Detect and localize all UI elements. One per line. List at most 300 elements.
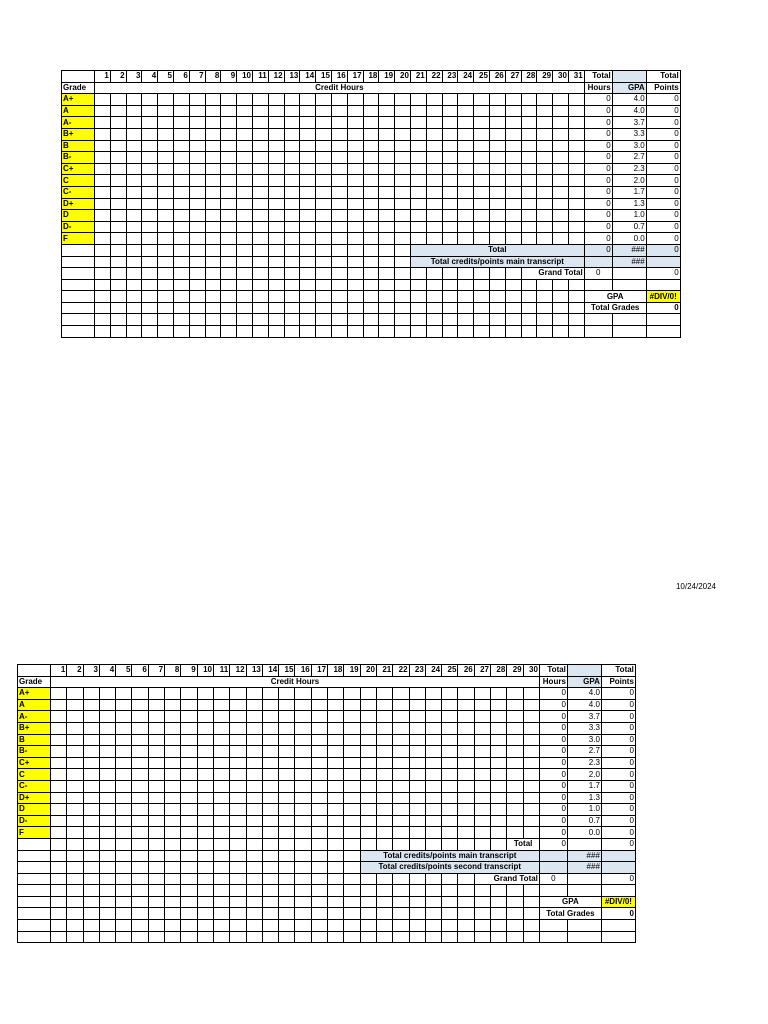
grid-cell[interactable] bbox=[181, 850, 197, 862]
credit-input-cell[interactable] bbox=[395, 175, 411, 187]
credit-input-cell[interactable] bbox=[363, 117, 379, 129]
grid-cell[interactable] bbox=[395, 302, 411, 314]
grid-cell[interactable] bbox=[379, 291, 395, 303]
grid-cell[interactable] bbox=[237, 256, 253, 268]
grid-cell[interactable] bbox=[316, 291, 332, 303]
credit-input-cell[interactable] bbox=[316, 117, 332, 129]
grid-cell[interactable] bbox=[458, 908, 474, 920]
grid-cell[interactable] bbox=[246, 838, 262, 850]
credit-input-cell[interactable] bbox=[173, 152, 189, 164]
credit-input-cell[interactable] bbox=[205, 105, 221, 117]
credit-input-cell[interactable] bbox=[379, 221, 395, 233]
credit-input-cell[interactable] bbox=[376, 757, 392, 769]
grid-cell[interactable] bbox=[262, 873, 278, 885]
credit-input-cell[interactable] bbox=[537, 186, 553, 198]
credit-input-cell[interactable] bbox=[126, 105, 142, 117]
grid-cell[interactable] bbox=[148, 908, 164, 920]
credit-input-cell[interactable] bbox=[268, 140, 284, 152]
grid-cell[interactable] bbox=[165, 931, 181, 943]
credit-input-cell[interactable] bbox=[173, 221, 189, 233]
credit-input-cell[interactable] bbox=[284, 210, 300, 222]
credit-input-cell[interactable] bbox=[523, 815, 539, 827]
grid-cell[interactable] bbox=[442, 302, 458, 314]
credit-input-cell[interactable] bbox=[426, 117, 442, 129]
credit-input-cell[interactable] bbox=[148, 827, 164, 839]
credit-input-cell[interactable] bbox=[116, 711, 132, 723]
credit-input-cell[interactable] bbox=[300, 175, 316, 187]
grid-cell[interactable] bbox=[553, 326, 569, 338]
credit-input-cell[interactable] bbox=[173, 163, 189, 175]
grid-cell[interactable] bbox=[474, 291, 490, 303]
grid-cell[interactable] bbox=[612, 279, 646, 291]
grid-cell[interactable] bbox=[62, 279, 95, 291]
grid-cell[interactable] bbox=[347, 314, 363, 326]
credit-input-cell[interactable] bbox=[507, 792, 523, 804]
credit-input-cell[interactable] bbox=[474, 152, 490, 164]
credit-input-cell[interactable] bbox=[568, 94, 584, 106]
grid-cell[interactable] bbox=[284, 326, 300, 338]
credit-input-cell[interactable] bbox=[537, 198, 553, 210]
credit-input-cell[interactable] bbox=[300, 128, 316, 140]
credit-input-cell[interactable] bbox=[279, 722, 295, 734]
credit-input-cell[interactable] bbox=[360, 746, 376, 758]
credit-input-cell[interactable] bbox=[165, 699, 181, 711]
grid-cell[interactable] bbox=[489, 279, 505, 291]
grid-cell[interactable] bbox=[99, 862, 115, 874]
credit-input-cell[interactable] bbox=[126, 163, 142, 175]
credit-input-cell[interactable] bbox=[197, 827, 213, 839]
credit-input-cell[interactable] bbox=[553, 186, 569, 198]
grid-cell[interactable] bbox=[221, 279, 237, 291]
credit-input-cell[interactable] bbox=[173, 128, 189, 140]
grid-cell[interactable] bbox=[142, 279, 158, 291]
grid-cell[interactable] bbox=[116, 908, 132, 920]
grid-cell[interactable] bbox=[521, 291, 537, 303]
credit-input-cell[interactable] bbox=[507, 780, 523, 792]
grid-cell[interactable] bbox=[221, 268, 237, 280]
grid-cell[interactable] bbox=[328, 920, 344, 932]
credit-input-cell[interactable] bbox=[379, 186, 395, 198]
grid-cell[interactable] bbox=[189, 291, 205, 303]
credit-input-cell[interactable] bbox=[181, 722, 197, 734]
grid-cell[interactable] bbox=[279, 838, 295, 850]
credit-input-cell[interactable] bbox=[489, 140, 505, 152]
credit-input-cell[interactable] bbox=[284, 233, 300, 245]
grid-cell[interactable] bbox=[165, 838, 181, 850]
grid-cell[interactable] bbox=[376, 885, 392, 897]
credit-input-cell[interactable] bbox=[360, 722, 376, 734]
grid-cell[interactable] bbox=[268, 279, 284, 291]
grid-cell[interactable] bbox=[230, 885, 246, 897]
credit-input-cell[interactable] bbox=[262, 780, 278, 792]
credit-input-cell[interactable] bbox=[197, 804, 213, 816]
credit-input-cell[interactable] bbox=[262, 722, 278, 734]
credit-input-cell[interactable] bbox=[51, 769, 67, 781]
grid-cell[interactable] bbox=[181, 873, 197, 885]
credit-input-cell[interactable] bbox=[425, 827, 441, 839]
credit-input-cell[interactable] bbox=[284, 175, 300, 187]
credit-input-cell[interactable] bbox=[347, 128, 363, 140]
grid-cell[interactable] bbox=[268, 256, 284, 268]
grid-cell[interactable] bbox=[567, 931, 601, 943]
grid-cell[interactable] bbox=[395, 279, 411, 291]
credit-input-cell[interactable] bbox=[158, 152, 174, 164]
credit-input-cell[interactable] bbox=[474, 827, 490, 839]
credit-input-cell[interactable] bbox=[197, 722, 213, 734]
credit-input-cell[interactable] bbox=[410, 163, 426, 175]
credit-input-cell[interactable] bbox=[158, 210, 174, 222]
grid-cell[interactable] bbox=[458, 873, 474, 885]
credit-input-cell[interactable] bbox=[173, 105, 189, 117]
credit-input-cell[interactable] bbox=[507, 769, 523, 781]
credit-input-cell[interactable] bbox=[442, 734, 458, 746]
credit-input-cell[interactable] bbox=[148, 792, 164, 804]
credit-input-cell[interactable] bbox=[246, 746, 262, 758]
grid-cell[interactable] bbox=[425, 896, 441, 908]
credit-input-cell[interactable] bbox=[110, 140, 126, 152]
credit-input-cell[interactable] bbox=[393, 734, 409, 746]
credit-input-cell[interactable] bbox=[426, 233, 442, 245]
credit-input-cell[interactable] bbox=[83, 699, 99, 711]
credit-input-cell[interactable] bbox=[410, 210, 426, 222]
grid-cell[interactable] bbox=[601, 920, 635, 932]
grid-cell[interactable] bbox=[189, 244, 205, 256]
credit-input-cell[interactable] bbox=[521, 140, 537, 152]
grid-cell[interactable] bbox=[612, 314, 646, 326]
credit-input-cell[interactable] bbox=[126, 233, 142, 245]
credit-input-cell[interactable] bbox=[262, 688, 278, 700]
credit-input-cell[interactable] bbox=[376, 769, 392, 781]
grid-cell[interactable] bbox=[311, 862, 327, 874]
credit-input-cell[interactable] bbox=[83, 804, 99, 816]
grid-cell[interactable] bbox=[426, 314, 442, 326]
grid-cell[interactable] bbox=[363, 279, 379, 291]
grid-cell[interactable] bbox=[268, 326, 284, 338]
grid-cell[interactable] bbox=[458, 931, 474, 943]
credit-input-cell[interactable] bbox=[331, 163, 347, 175]
grid-cell[interactable] bbox=[300, 279, 316, 291]
grid-cell[interactable] bbox=[67, 838, 83, 850]
credit-input-cell[interactable] bbox=[221, 221, 237, 233]
credit-input-cell[interactable] bbox=[537, 94, 553, 106]
grid-cell[interactable] bbox=[67, 873, 83, 885]
grid-cell[interactable] bbox=[553, 279, 569, 291]
grid-cell[interactable] bbox=[132, 931, 148, 943]
credit-input-cell[interactable] bbox=[67, 746, 83, 758]
credit-input-cell[interactable] bbox=[425, 804, 441, 816]
credit-input-cell[interactable] bbox=[491, 792, 507, 804]
credit-input-cell[interactable] bbox=[116, 815, 132, 827]
grid-cell[interactable] bbox=[523, 920, 539, 932]
credit-input-cell[interactable] bbox=[67, 792, 83, 804]
grid-cell[interactable] bbox=[316, 279, 332, 291]
credit-input-cell[interactable] bbox=[132, 792, 148, 804]
grid-cell[interactable] bbox=[142, 244, 158, 256]
grid-cell[interactable] bbox=[379, 256, 395, 268]
credit-input-cell[interactable] bbox=[328, 699, 344, 711]
credit-input-cell[interactable] bbox=[395, 128, 411, 140]
grid-cell[interactable] bbox=[442, 268, 458, 280]
credit-input-cell[interactable] bbox=[442, 746, 458, 758]
credit-input-cell[interactable] bbox=[205, 210, 221, 222]
grid-cell[interactable] bbox=[410, 326, 426, 338]
credit-input-cell[interactable] bbox=[379, 128, 395, 140]
credit-input-cell[interactable] bbox=[311, 734, 327, 746]
grid-cell[interactable] bbox=[331, 302, 347, 314]
credit-input-cell[interactable] bbox=[213, 757, 229, 769]
grid-cell[interactable] bbox=[158, 268, 174, 280]
credit-input-cell[interactable] bbox=[132, 688, 148, 700]
grid-cell[interactable] bbox=[132, 862, 148, 874]
grid-cell[interactable] bbox=[142, 256, 158, 268]
credit-input-cell[interactable] bbox=[409, 699, 425, 711]
grid-cell[interactable] bbox=[328, 862, 344, 874]
credit-input-cell[interactable] bbox=[252, 186, 268, 198]
credit-input-cell[interactable] bbox=[344, 815, 360, 827]
grid-cell[interactable] bbox=[458, 896, 474, 908]
credit-input-cell[interactable] bbox=[489, 175, 505, 187]
grid-cell[interactable] bbox=[474, 931, 490, 943]
grid-cell[interactable] bbox=[116, 885, 132, 897]
credit-input-cell[interactable] bbox=[426, 175, 442, 187]
credit-input-cell[interactable] bbox=[505, 163, 521, 175]
credit-input-cell[interactable] bbox=[523, 792, 539, 804]
credit-input-cell[interactable] bbox=[458, 827, 474, 839]
grid-cell[interactable] bbox=[95, 326, 111, 338]
grid-cell[interactable] bbox=[181, 920, 197, 932]
grid-cell[interactable] bbox=[110, 302, 126, 314]
grid-cell[interactable] bbox=[376, 920, 392, 932]
credit-input-cell[interactable] bbox=[458, 792, 474, 804]
grid-cell[interactable] bbox=[300, 291, 316, 303]
credit-input-cell[interactable] bbox=[311, 711, 327, 723]
grid-cell[interactable] bbox=[363, 256, 379, 268]
credit-input-cell[interactable] bbox=[116, 699, 132, 711]
grid-cell[interactable] bbox=[132, 850, 148, 862]
credit-input-cell[interactable] bbox=[205, 175, 221, 187]
credit-input-cell[interactable] bbox=[409, 804, 425, 816]
credit-input-cell[interactable] bbox=[474, 792, 490, 804]
credit-input-cell[interactable] bbox=[173, 198, 189, 210]
grid-cell[interactable] bbox=[458, 302, 474, 314]
credit-input-cell[interactable] bbox=[142, 163, 158, 175]
grid-cell[interactable] bbox=[230, 920, 246, 932]
grid-cell[interactable] bbox=[67, 931, 83, 943]
credit-input-cell[interactable] bbox=[328, 792, 344, 804]
credit-input-cell[interactable] bbox=[181, 827, 197, 839]
credit-input-cell[interactable] bbox=[458, 128, 474, 140]
grid-cell[interactable] bbox=[246, 920, 262, 932]
grid-cell[interactable] bbox=[110, 326, 126, 338]
credit-input-cell[interactable] bbox=[252, 94, 268, 106]
grid-cell[interactable] bbox=[331, 244, 347, 256]
grid-cell[interactable] bbox=[268, 244, 284, 256]
grid-cell[interactable] bbox=[205, 302, 221, 314]
grid-cell[interactable] bbox=[537, 314, 553, 326]
grid-cell[interactable] bbox=[18, 908, 51, 920]
credit-input-cell[interactable] bbox=[395, 163, 411, 175]
grid-cell[interactable] bbox=[262, 838, 278, 850]
credit-input-cell[interactable] bbox=[426, 152, 442, 164]
credit-input-cell[interactable] bbox=[474, 175, 490, 187]
credit-input-cell[interactable] bbox=[521, 186, 537, 198]
credit-input-cell[interactable] bbox=[328, 757, 344, 769]
credit-input-cell[interactable] bbox=[51, 815, 67, 827]
credit-input-cell[interactable] bbox=[181, 780, 197, 792]
credit-input-cell[interactable] bbox=[284, 221, 300, 233]
credit-input-cell[interactable] bbox=[99, 757, 115, 769]
grid-cell[interactable] bbox=[165, 873, 181, 885]
credit-input-cell[interactable] bbox=[505, 128, 521, 140]
credit-input-cell[interactable] bbox=[395, 105, 411, 117]
credit-input-cell[interactable] bbox=[379, 94, 395, 106]
grid-cell[interactable] bbox=[95, 302, 111, 314]
credit-input-cell[interactable] bbox=[537, 233, 553, 245]
credit-input-cell[interactable] bbox=[458, 699, 474, 711]
credit-input-cell[interactable] bbox=[126, 221, 142, 233]
grid-cell[interactable] bbox=[393, 896, 409, 908]
credit-input-cell[interactable] bbox=[344, 757, 360, 769]
grid-cell[interactable] bbox=[132, 885, 148, 897]
grid-cell[interactable] bbox=[474, 920, 490, 932]
grid-cell[interactable] bbox=[491, 920, 507, 932]
grid-cell[interactable] bbox=[489, 302, 505, 314]
grid-cell[interactable] bbox=[300, 302, 316, 314]
credit-input-cell[interactable] bbox=[360, 757, 376, 769]
grid-cell[interactable] bbox=[376, 908, 392, 920]
credit-input-cell[interactable] bbox=[360, 769, 376, 781]
grid-cell[interactable] bbox=[300, 314, 316, 326]
credit-input-cell[interactable] bbox=[316, 221, 332, 233]
credit-input-cell[interactable] bbox=[158, 94, 174, 106]
credit-input-cell[interactable] bbox=[491, 734, 507, 746]
credit-input-cell[interactable] bbox=[331, 152, 347, 164]
credit-input-cell[interactable] bbox=[425, 815, 441, 827]
grid-cell[interactable] bbox=[311, 896, 327, 908]
credit-input-cell[interactable] bbox=[252, 105, 268, 117]
grid-cell[interactable] bbox=[347, 256, 363, 268]
credit-input-cell[interactable] bbox=[221, 175, 237, 187]
credit-input-cell[interactable] bbox=[252, 128, 268, 140]
grid-cell[interactable] bbox=[328, 873, 344, 885]
credit-input-cell[interactable] bbox=[363, 233, 379, 245]
grid-cell[interactable] bbox=[553, 314, 569, 326]
grid-cell[interactable] bbox=[344, 908, 360, 920]
grid-cell[interactable] bbox=[197, 850, 213, 862]
second-transcript-hours[interactable] bbox=[539, 862, 567, 874]
credit-input-cell[interactable] bbox=[189, 163, 205, 175]
grid-cell[interactable] bbox=[523, 885, 539, 897]
grid-cell[interactable] bbox=[165, 896, 181, 908]
credit-input-cell[interactable] bbox=[165, 757, 181, 769]
grid-cell[interactable] bbox=[148, 873, 164, 885]
credit-input-cell[interactable] bbox=[311, 780, 327, 792]
credit-input-cell[interactable] bbox=[262, 827, 278, 839]
grid-cell[interactable] bbox=[539, 885, 567, 897]
credit-input-cell[interactable] bbox=[173, 210, 189, 222]
grid-cell[interactable] bbox=[237, 244, 253, 256]
credit-input-cell[interactable] bbox=[523, 746, 539, 758]
credit-input-cell[interactable] bbox=[181, 688, 197, 700]
grid-cell[interactable] bbox=[110, 314, 126, 326]
grid-cell[interactable] bbox=[99, 838, 115, 850]
credit-input-cell[interactable] bbox=[95, 105, 111, 117]
grid-cell[interactable] bbox=[197, 908, 213, 920]
grid-cell[interactable] bbox=[409, 896, 425, 908]
grid-cell[interactable] bbox=[197, 873, 213, 885]
grid-cell[interactable] bbox=[458, 326, 474, 338]
grid-cell[interactable] bbox=[295, 873, 311, 885]
credit-input-cell[interactable] bbox=[284, 152, 300, 164]
credit-input-cell[interactable] bbox=[142, 94, 158, 106]
credit-input-cell[interactable] bbox=[252, 210, 268, 222]
credit-input-cell[interactable] bbox=[316, 233, 332, 245]
credit-input-cell[interactable] bbox=[489, 198, 505, 210]
credit-input-cell[interactable] bbox=[205, 198, 221, 210]
grid-cell[interactable] bbox=[279, 873, 295, 885]
grid-cell[interactable] bbox=[262, 885, 278, 897]
credit-input-cell[interactable] bbox=[237, 186, 253, 198]
second-transcript-points[interactable] bbox=[601, 862, 635, 874]
credit-input-cell[interactable] bbox=[268, 198, 284, 210]
credit-input-cell[interactable] bbox=[158, 105, 174, 117]
credit-input-cell[interactable] bbox=[347, 117, 363, 129]
credit-input-cell[interactable] bbox=[363, 128, 379, 140]
grid-cell[interactable] bbox=[95, 291, 111, 303]
credit-input-cell[interactable] bbox=[110, 117, 126, 129]
credit-input-cell[interactable] bbox=[328, 746, 344, 758]
credit-input-cell[interactable] bbox=[568, 128, 584, 140]
credit-input-cell[interactable] bbox=[316, 198, 332, 210]
grid-cell[interactable] bbox=[347, 268, 363, 280]
credit-input-cell[interactable] bbox=[393, 815, 409, 827]
grid-cell[interactable] bbox=[237, 326, 253, 338]
credit-input-cell[interactable] bbox=[491, 815, 507, 827]
credit-input-cell[interactable] bbox=[379, 163, 395, 175]
credit-input-cell[interactable] bbox=[99, 804, 115, 816]
credit-input-cell[interactable] bbox=[376, 815, 392, 827]
credit-input-cell[interactable] bbox=[347, 233, 363, 245]
credit-input-cell[interactable] bbox=[363, 163, 379, 175]
credit-input-cell[interactable] bbox=[126, 94, 142, 106]
grid-cell[interactable] bbox=[99, 850, 115, 862]
credit-input-cell[interactable] bbox=[331, 175, 347, 187]
grid-cell[interactable] bbox=[328, 885, 344, 897]
grid-cell[interactable] bbox=[18, 931, 51, 943]
credit-input-cell[interactable] bbox=[521, 233, 537, 245]
credit-input-cell[interactable] bbox=[181, 769, 197, 781]
credit-input-cell[interactable] bbox=[458, 221, 474, 233]
credit-input-cell[interactable] bbox=[442, 233, 458, 245]
credit-input-cell[interactable] bbox=[537, 117, 553, 129]
credit-input-cell[interactable] bbox=[363, 140, 379, 152]
credit-input-cell[interactable] bbox=[252, 198, 268, 210]
credit-input-cell[interactable] bbox=[197, 711, 213, 723]
credit-input-cell[interactable] bbox=[83, 815, 99, 827]
grid-cell[interactable] bbox=[132, 920, 148, 932]
credit-input-cell[interactable] bbox=[142, 128, 158, 140]
credit-input-cell[interactable] bbox=[132, 734, 148, 746]
credit-input-cell[interactable] bbox=[344, 769, 360, 781]
credit-input-cell[interactable] bbox=[221, 152, 237, 164]
grid-cell[interactable] bbox=[328, 931, 344, 943]
credit-input-cell[interactable] bbox=[126, 117, 142, 129]
credit-input-cell[interactable] bbox=[99, 711, 115, 723]
credit-input-cell[interactable] bbox=[189, 210, 205, 222]
credit-input-cell[interactable] bbox=[279, 815, 295, 827]
credit-input-cell[interactable] bbox=[376, 734, 392, 746]
credit-input-cell[interactable] bbox=[300, 117, 316, 129]
